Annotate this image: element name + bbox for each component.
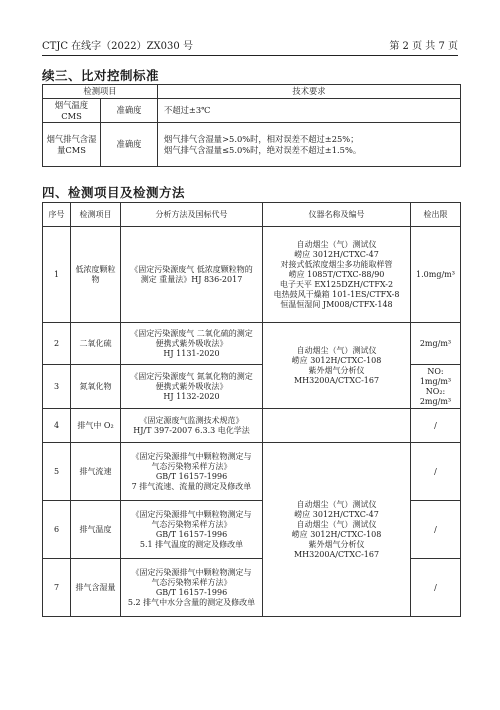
row-item: 排气温度 bbox=[71, 501, 121, 559]
method-line: 便携式紫外吸收法》 bbox=[155, 381, 228, 391]
row-method bbox=[121, 501, 263, 559]
report-number: CTJC 在线字（2022）ZX030 号 bbox=[42, 40, 193, 52]
instrument-line: 自动烟尘（气）测试仪 bbox=[296, 519, 377, 529]
method-line: 《固定污染源废气 氮氧化物的测定 bbox=[130, 371, 253, 381]
row-method bbox=[121, 365, 263, 409]
instrument-line: 崂应 3012H/CTXC-47 bbox=[294, 509, 379, 519]
metric-cell: 准确度 bbox=[101, 123, 158, 167]
limit-line: 1mg/m³ bbox=[419, 376, 452, 386]
instrument-line: 崂应 3012H/CTXC-108 bbox=[291, 529, 382, 539]
table-row bbox=[43, 227, 461, 323]
instrument-line: 崂应 3012H/CTXC-108 bbox=[291, 355, 382, 365]
row-limit: / bbox=[411, 501, 461, 559]
item-cell: 烟气温度CMS bbox=[43, 99, 101, 123]
col-header-limit: 检出限 bbox=[411, 203, 461, 227]
page-header bbox=[42, 36, 458, 52]
table-row bbox=[43, 123, 461, 167]
method-line: 《固定污染源排气中颗粒物测定与 bbox=[131, 451, 252, 461]
req-cell bbox=[158, 123, 461, 167]
header-rule bbox=[42, 55, 458, 56]
methods-table bbox=[42, 202, 461, 617]
method-line: GB/T 16157-1996 bbox=[155, 587, 228, 597]
col-header-no: 序号 bbox=[43, 203, 71, 227]
comparison-standard-table bbox=[42, 84, 461, 167]
req-cell: 不超过±3℃ bbox=[158, 99, 461, 123]
method-line: 7 排气流速、流量的测定及修改单 bbox=[131, 481, 252, 491]
col-header-method: 分析方法及国标代号 bbox=[121, 203, 263, 227]
method-line: HJ 1131-2020 bbox=[163, 348, 220, 358]
method-line: 5.1 排气温度的测定及修改单 bbox=[139, 539, 244, 549]
row-no: 5 bbox=[43, 443, 71, 501]
method-line: HJ/T 397-2007 6.3.3 电化学法 bbox=[133, 425, 250, 435]
row-no: 2 bbox=[43, 323, 71, 365]
section4-title: 四、检测项目及检测方法 bbox=[42, 185, 186, 200]
instrument-line: 电子天平 EX125DZH/CTFX-2 bbox=[279, 279, 394, 289]
instrument-line: 自动烟尘（气）测试仪 bbox=[296, 345, 377, 355]
row-item: 排气中 O₂ bbox=[71, 409, 121, 443]
method-line: 气态污染物采样方法》 bbox=[151, 519, 232, 529]
method-line: GB/T 16157-1996 bbox=[155, 529, 228, 539]
row-method bbox=[121, 227, 263, 323]
instrument-line: 对接式低浓度烟尘多功能取样管 bbox=[280, 259, 393, 269]
row-no: 4 bbox=[43, 409, 71, 443]
row-instrument bbox=[263, 227, 411, 323]
col-header-item: 检测项目 bbox=[43, 85, 158, 99]
col-header-req: 技术要求 bbox=[158, 85, 461, 99]
row-method bbox=[121, 559, 263, 617]
row-item: 排气流速 bbox=[71, 443, 121, 501]
table-row bbox=[43, 99, 461, 123]
req-line: 烟气排气含湿量>5.0%时，相对误差不超过±25%； bbox=[164, 134, 359, 145]
instrument-line: 自动烟尘（气）测试仪 bbox=[296, 499, 377, 509]
method-line: 《固定源废气监测技术规范》 bbox=[139, 415, 244, 425]
instrument-line: 崂应 3012H/CTXC-47 bbox=[294, 249, 379, 259]
row-instrument-empty bbox=[263, 409, 411, 443]
row-limit bbox=[411, 365, 461, 409]
table-header-row bbox=[43, 203, 461, 227]
row-item: 氮氧化物 bbox=[71, 365, 121, 409]
table-row bbox=[43, 443, 461, 501]
method-line: HJ 1132-2020 bbox=[163, 391, 220, 401]
method-line: 便携式紫外吸收法》 bbox=[155, 338, 228, 348]
instrument-line: 电热鼓风干燥箱 101-1ES/CTFX-8 bbox=[273, 289, 400, 299]
table-header-row bbox=[43, 85, 461, 99]
row-method bbox=[121, 409, 263, 443]
col-header-item: 检测项目 bbox=[71, 203, 121, 227]
instrument-line: 崂应 1085T/CTXC-88/90 bbox=[288, 269, 385, 279]
instrument-line: 自动烟尘（气）测试仪 bbox=[296, 239, 377, 249]
row-no: 6 bbox=[43, 501, 71, 559]
instrument-line: 紫外烟气分析仪 bbox=[308, 539, 365, 549]
item-cell: 烟气排气含湿量CMS bbox=[43, 123, 101, 167]
section3-title: 续三、比对控制标准 bbox=[42, 68, 160, 83]
req-line: 烟气排气含湿量≤5.0%时，绝对误差不超过±1.5%。 bbox=[164, 144, 362, 155]
method-line: 气态污染物采样方法》 bbox=[151, 461, 232, 471]
row-method bbox=[121, 443, 263, 501]
method-line: 测定 重量法》HJ 836-2017 bbox=[140, 274, 243, 284]
method-line: 5.2 排气中水分含量的测定及修改单 bbox=[127, 597, 256, 607]
table-row bbox=[43, 409, 461, 443]
row-limit: 1.0mg/m³ bbox=[411, 227, 461, 323]
method-line: GB/T 16157-1996 bbox=[155, 471, 228, 481]
row-item: 二氧化硫 bbox=[71, 323, 121, 365]
row-limit: / bbox=[411, 443, 461, 501]
method-line: 《固定污染源排气中颗粒物测定与 bbox=[131, 509, 252, 519]
metric-cell: 准确度 bbox=[101, 99, 158, 123]
method-line: 气态污染物采样方法》 bbox=[151, 577, 232, 587]
row-item: 低浓度颗粒物 bbox=[71, 227, 121, 323]
row-no: 1 bbox=[43, 227, 71, 323]
method-line: 《固定污染源废气 低浓度颗粒物的 bbox=[130, 264, 253, 274]
limit-line: 2mg/m³ bbox=[419, 396, 452, 406]
instrument-line: 紫外烟气分析仪 bbox=[308, 365, 365, 375]
instrument-line: MH3200A/CTXC-167 bbox=[293, 375, 380, 385]
row-no: 3 bbox=[43, 365, 71, 409]
row-item: 排气含湿量 bbox=[71, 559, 121, 617]
row-instrument bbox=[263, 443, 411, 617]
row-method bbox=[121, 323, 263, 365]
row-limit: 2mg/m³ bbox=[411, 323, 461, 365]
limit-line: NO: bbox=[427, 366, 444, 376]
table-row bbox=[43, 323, 461, 365]
row-limit: / bbox=[411, 559, 461, 617]
row-no: 7 bbox=[43, 559, 71, 617]
row-limit: / bbox=[411, 409, 461, 443]
limit-line: NO₂: bbox=[425, 386, 446, 396]
page-info: 第 2 页 共 7 页 bbox=[389, 40, 458, 52]
instrument-line: 恒温恒湿间 JM008/CTFX-148 bbox=[280, 299, 393, 309]
row-instrument bbox=[263, 323, 411, 409]
col-header-instrument: 仪器名称及编号 bbox=[263, 203, 411, 227]
method-line: 《固定污染源废气 二氧化硫的测定 bbox=[130, 328, 253, 338]
instrument-line: MH3200A/CTXC-167 bbox=[293, 549, 380, 559]
method-line: 《固定污染源排气中颗粒物测定与 bbox=[131, 567, 252, 577]
